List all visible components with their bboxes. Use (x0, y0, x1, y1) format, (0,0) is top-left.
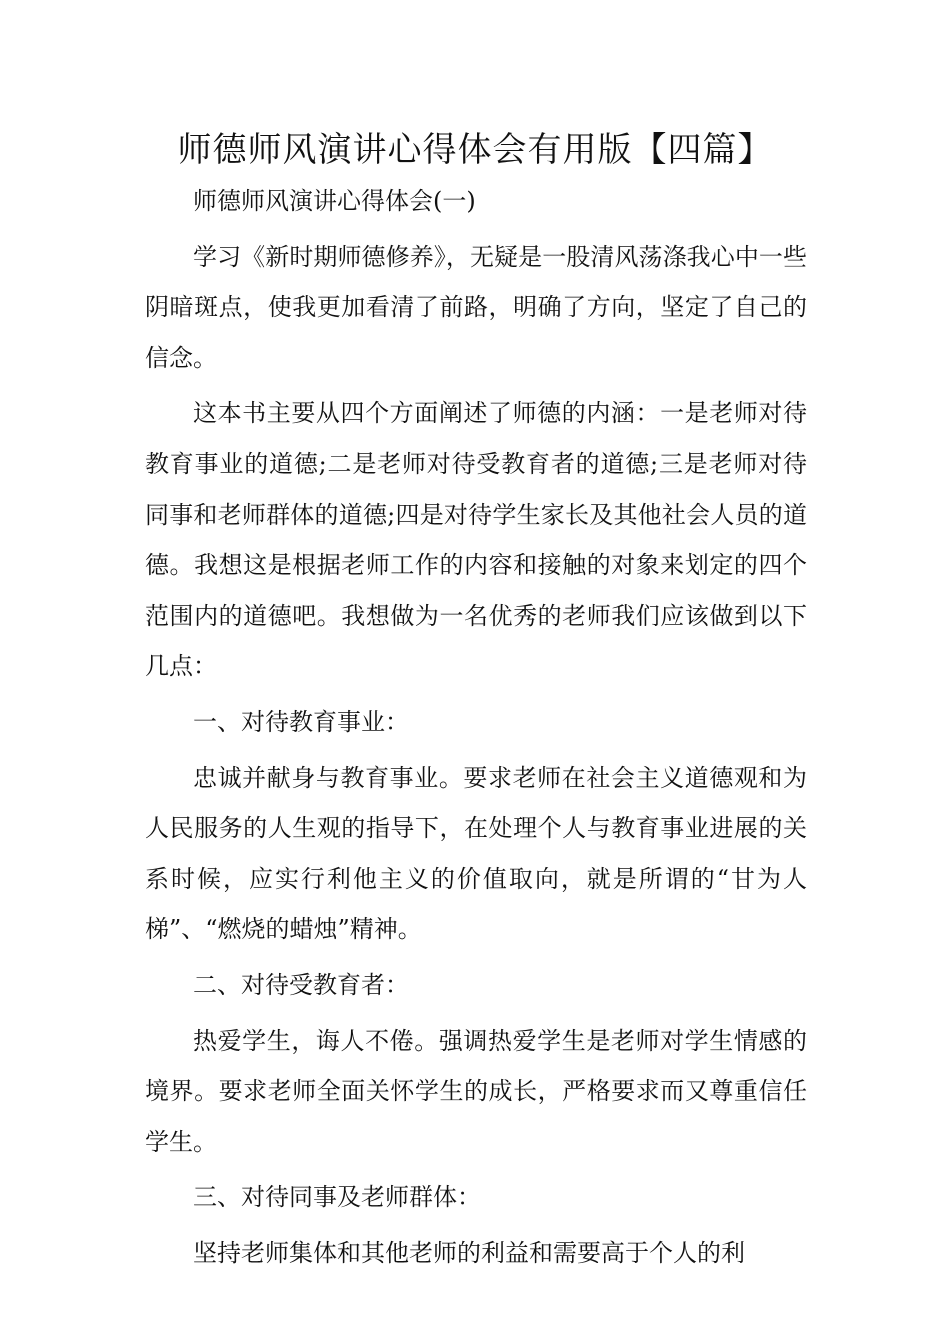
document-title: 师德师风演讲心得体会有用版【四篇】 (177, 130, 773, 170)
subheading-education-career: 一、对待教育事业： (193, 707, 409, 736)
subheading-students: 二、对待受教育者： (193, 970, 409, 999)
paragraph-education-career: 忠诚并献身与教育事业。要求老师在社会主义道德观和为人民服务的人生观的指导下，在处理个人与教育事业进展的关系时候，应实行利他主义的价值取向，就是所谓的“甘为人梯”、“燃烧的蜡烛”精神。 (145, 763, 807, 944)
subheading-colleagues: 三、对待同事及老师群体： (193, 1183, 481, 1212)
section-heading-1: 师德师风演讲心得体会(一) (193, 187, 476, 215)
paragraph-students: 热爱学生，诲人不倦。强调热爱学生是老师对学生情感的境界。要求老师全面关怀学生的成长，严格要求而又尊重信任学生。 (145, 1026, 807, 1156)
paragraph-book-summary: 这本书主要从四个方面阐述了师德的内涵：一是老师对待教育事业的道德;二是老师对待受教育者的道德;三是老师对待同事和老师群体的道德;四是对待学生家长及其他社会人员的道德。我想这是根据老师工作的内容和接触的对象来划定的四个范围内的道德吧。我想做为一名优秀的老师我们应该做到以下几点： (145, 399, 807, 681)
document-body (145, 176, 807, 1278)
paragraph-intro: 学习《新时期师德修养》，无疑是一股清风荡涤我心中一些阴暗斑点，使我更加看清了前路，明确了方向，坚定了自己的信念。 (145, 242, 807, 372)
paragraph-colleagues: 坚持老师集体和其他老师的利益和需要高于个人的利 (193, 1238, 745, 1267)
